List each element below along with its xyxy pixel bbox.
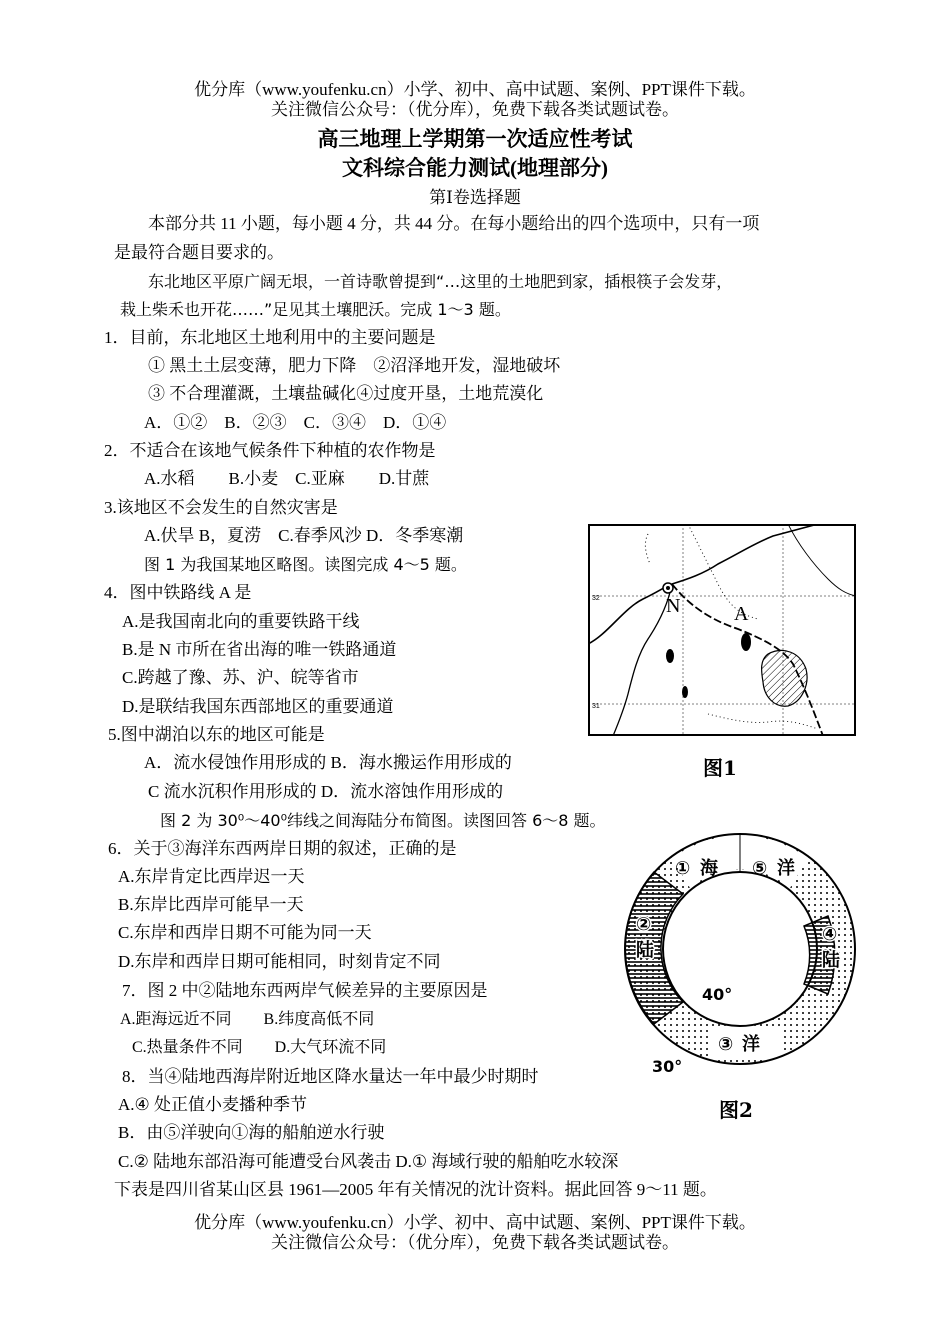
figure1-intro: 图 1 为我国某地区略图。读图完成 4～5 题。 <box>144 555 467 574</box>
q2-choices: A.水稻 B.小麦 C.亚麻 D.甘蔗 <box>144 469 430 488</box>
section-heading: 第Ⅰ卷选择题 <box>429 188 521 207</box>
q4-option-b: B.是 N 市所在省出海的唯一铁路通道 <box>122 640 397 659</box>
tick-31: 31 <box>592 703 600 710</box>
label-lat-40: 40° <box>702 985 733 1004</box>
intro-line-2: 是最符合题目要求的。 <box>114 243 284 262</box>
label-ocean-3-num: ③ <box>718 1034 734 1055</box>
figure1-map <box>588 524 856 736</box>
q2-stem: 2．不适合在该地气候条件下种植的农作物是 <box>104 441 436 460</box>
label-sea-1-text: 海 <box>700 858 718 879</box>
page-subtitle: 文科综合能力测试(地理部分) <box>342 156 608 180</box>
label-ocean-5-text: 洋 <box>777 858 795 879</box>
footer-line-2: 关注微信公众号：（优分库），免费下载各类试题试卷。 <box>271 1233 679 1252</box>
q8-option-b: B．由⑤洋驶向①海的船舶逆水行驶 <box>118 1123 385 1142</box>
label-land-4-text: 陆 <box>822 950 840 971</box>
q6-stem: 6．关于③海洋东西两岸日期的叙述，正确的是 <box>108 839 457 858</box>
q5-stem: 5.图中湖泊以东的地区可能是 <box>108 725 325 744</box>
page-title: 高三地理上学期第一次适应性考试 <box>317 127 633 151</box>
label-land-4-num: ④ <box>822 924 838 945</box>
q1-option-line-2: ③ 不合理灌溉，土壤盐碱化④过度开垦，土地荒漠化 <box>148 384 544 403</box>
footer-line-1: 优分库（www.youfenku.cn）小学、初中、高中试题、案例、PPT课件下载。 <box>194 1213 756 1232</box>
label-sea-1-num: ① <box>675 858 691 879</box>
city-n-dot <box>666 586 670 590</box>
label-ocean-5-num: ⑤ <box>752 858 768 879</box>
q3-choices: A.伏旱 B，夏涝 C.春季风沙 D．冬季寒潮 <box>144 526 464 545</box>
q3-stem: 3.该地区不会发生的自然灾害是 <box>104 498 338 517</box>
q7-options-line-1: A.距海远近不同 B.纬度高低不同 <box>120 1011 375 1028</box>
map-frame <box>589 525 855 735</box>
label-land-2-num: ② <box>636 914 652 935</box>
q7-stem: 7．图 2 中②陆地东西两岸气候差异的主要原因是 <box>122 981 488 1000</box>
land-2 <box>625 872 683 1024</box>
q6-option-b: B.东岸比西岸可能早一天 <box>118 895 304 914</box>
q1-option-line-1: ① 黑土土层变薄，肥力下降 ②沼泽地开发，湿地破坏 <box>148 356 561 375</box>
label-land-2-text: 陆 <box>636 940 654 961</box>
lake-small-2 <box>666 649 674 663</box>
q8-option-cd: C.② 陆地东部沿海可能遭受台风袭击 D.① 海域行驶的船舶吃水较深 <box>118 1152 619 1171</box>
q4-stem: 4．图中铁路线 A 是 <box>104 583 252 602</box>
figure2-intro: 图 2 为 30⁰～40⁰纬线之间海陆分布简图。读图回答 6～8 题。 <box>160 811 606 830</box>
intro-line-1: 本部分共 11 小题，每小题 4 分，共 44 分。在每小题给出的四个选项中，只有一项 <box>148 214 760 233</box>
figure1-caption: 图1 <box>703 756 737 780</box>
header-line-2: 关注微信公众号：（优分库），免费下载各类试题试卷。 <box>271 100 679 119</box>
figure2-ring <box>620 824 860 1080</box>
header-line-1: 优分库（www.youfenku.cn）小学、初中、高中试题、案例、PPT课件下载。 <box>194 80 756 99</box>
q4-option-d: D.是联结我国东西部地区的重要通道 <box>122 697 394 716</box>
passage-line-1: 东北地区平原广阔无垠，一首诗歌曾提到“…这里的土地肥到家，插根筷子会发芽， <box>148 272 733 291</box>
q5-options-line-2: C 流水沉积作用形成的 D．流水溶蚀作用形成的 <box>148 782 504 801</box>
q8-stem: 8．当④陆地西海岸附近地区降水量达一年中最少时期时 <box>122 1067 539 1086</box>
q6-option-a: A.东岸肯定比西岸迟一天 <box>118 867 305 886</box>
q4-option-a: A.是我国南北向的重要铁路干线 <box>122 612 360 631</box>
figure2-caption: 图2 <box>719 1098 753 1122</box>
q8-option-a: A.④ 处正值小麦播种季节 <box>118 1095 308 1114</box>
q6-option-d: D.东岸和西岸日期可能相同，时刻肯定不同 <box>118 952 441 971</box>
label-n: N <box>666 595 681 617</box>
ring-inner <box>663 872 817 1026</box>
lake-hatched <box>762 650 807 706</box>
passage-line-2: 栽上柴禾也开花……”足见其土壤肥沃。完成 1～3 题。 <box>120 300 511 319</box>
q6-option-c: C.东岸和西岸日期不可能为同一天 <box>118 923 372 942</box>
label-ocean-3-text: 洋 <box>742 1034 760 1055</box>
label-a: A <box>734 603 749 625</box>
q7-options-line-2: C.热量条件不同 D.大气环流不同 <box>132 1039 387 1056</box>
table-intro: 下表是四川省某山区县 1961—2005 年有关情况的沈计资料。据此回答 9～11 题。 <box>114 1180 717 1199</box>
q1-choices: A．①② B．②③ C．③④ D．①④ <box>144 413 447 432</box>
tick-32: 32 <box>592 595 600 602</box>
lake-small-3 <box>682 686 688 698</box>
q4-option-c: C.跨越了豫、苏、沪、皖等省市 <box>122 668 359 687</box>
q5-options-line-1: A．流水侵蚀作用形成的 B．海水搬运作用形成的 <box>144 753 512 772</box>
label-lat-30: 30° <box>652 1057 683 1076</box>
lake-small-1 <box>741 633 751 651</box>
q1-stem: 1．目前，东北地区土地利用中的主要问题是 <box>104 328 436 347</box>
